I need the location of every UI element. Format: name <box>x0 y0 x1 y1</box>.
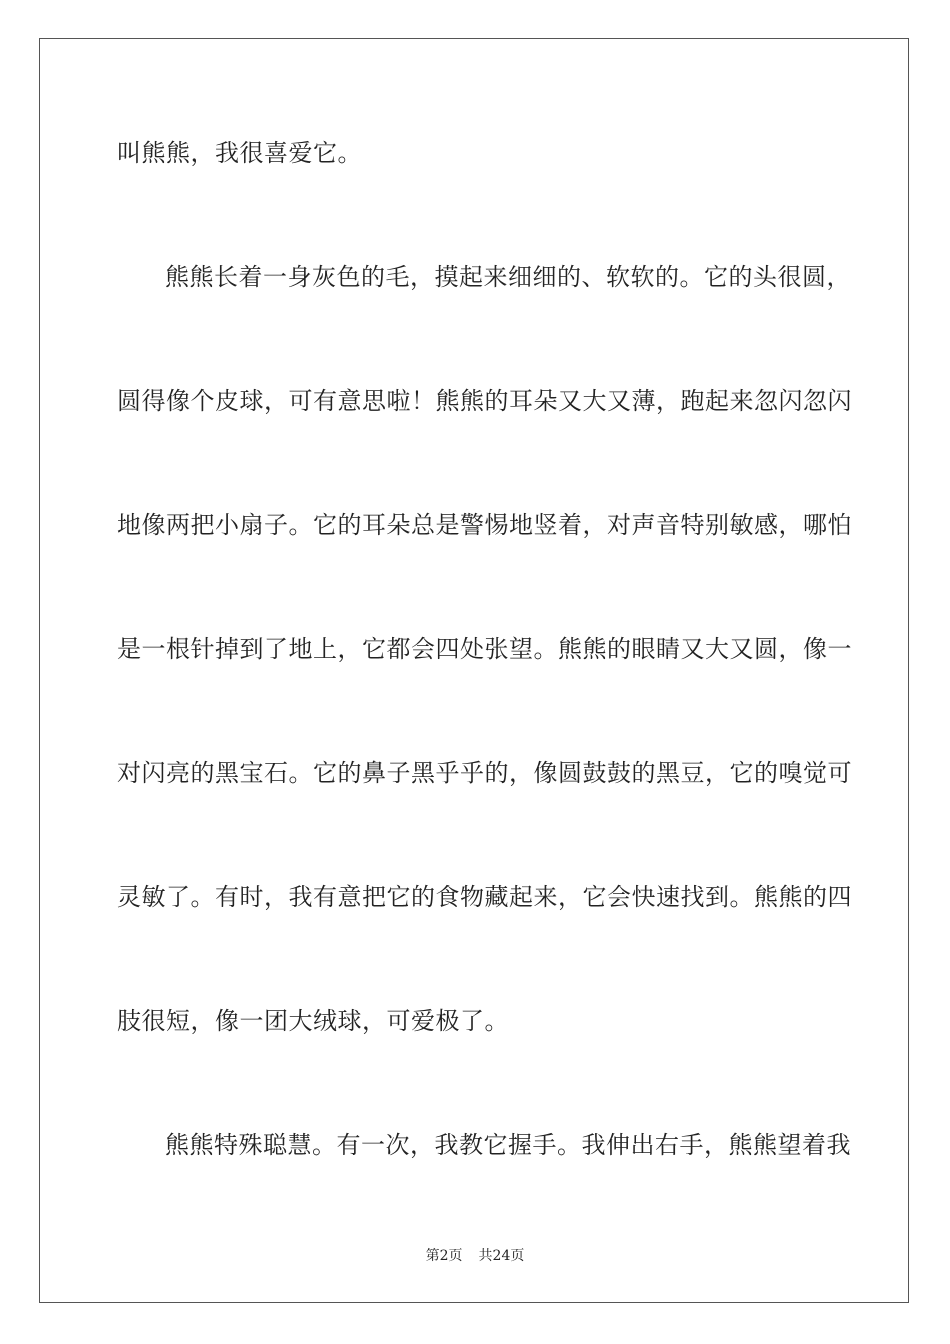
page-footer <box>0 1247 950 1265</box>
text-line: 肢很短，像一团大绒球，可爱极了。 <box>117 1007 509 1035</box>
paragraph-start-line: 熊熊长着一身灰色的毛，摸起来细细的、软软的。它的头很圆， <box>165 263 851 291</box>
page-number: 第2页 <box>425 1248 463 1264</box>
page-total: 共24页 <box>478 1248 525 1264</box>
text-line: 地像两把小扇子。它的耳朵总是警惕地竖着，对声音特别敏感，哪怕 <box>117 511 852 539</box>
text-line: 圆得像个皮球，可有意思啦！熊熊的耳朵又大又薄，跑起来忽闪忽闪 <box>117 387 852 415</box>
text-line: 灵敏了。有时，我有意把它的食物藏起来，它会快速找到。熊熊的四 <box>117 883 852 911</box>
paragraph-start-line: 熊熊特殊聪慧。有一次，我教它握手。我伸出右手，熊熊望着我 <box>165 1131 851 1159</box>
text-line: 对闪亮的黑宝石。它的鼻子黑乎乎的，像圆鼓鼓的黑豆，它的嗅觉可 <box>117 759 852 787</box>
text-line: 叫熊熊，我很喜爱它。 <box>117 139 362 167</box>
text-line: 是一根针掉到了地上，它都会四处张望。熊熊的眼睛又大又圆，像一 <box>117 635 852 663</box>
page-border <box>39 38 909 1303</box>
